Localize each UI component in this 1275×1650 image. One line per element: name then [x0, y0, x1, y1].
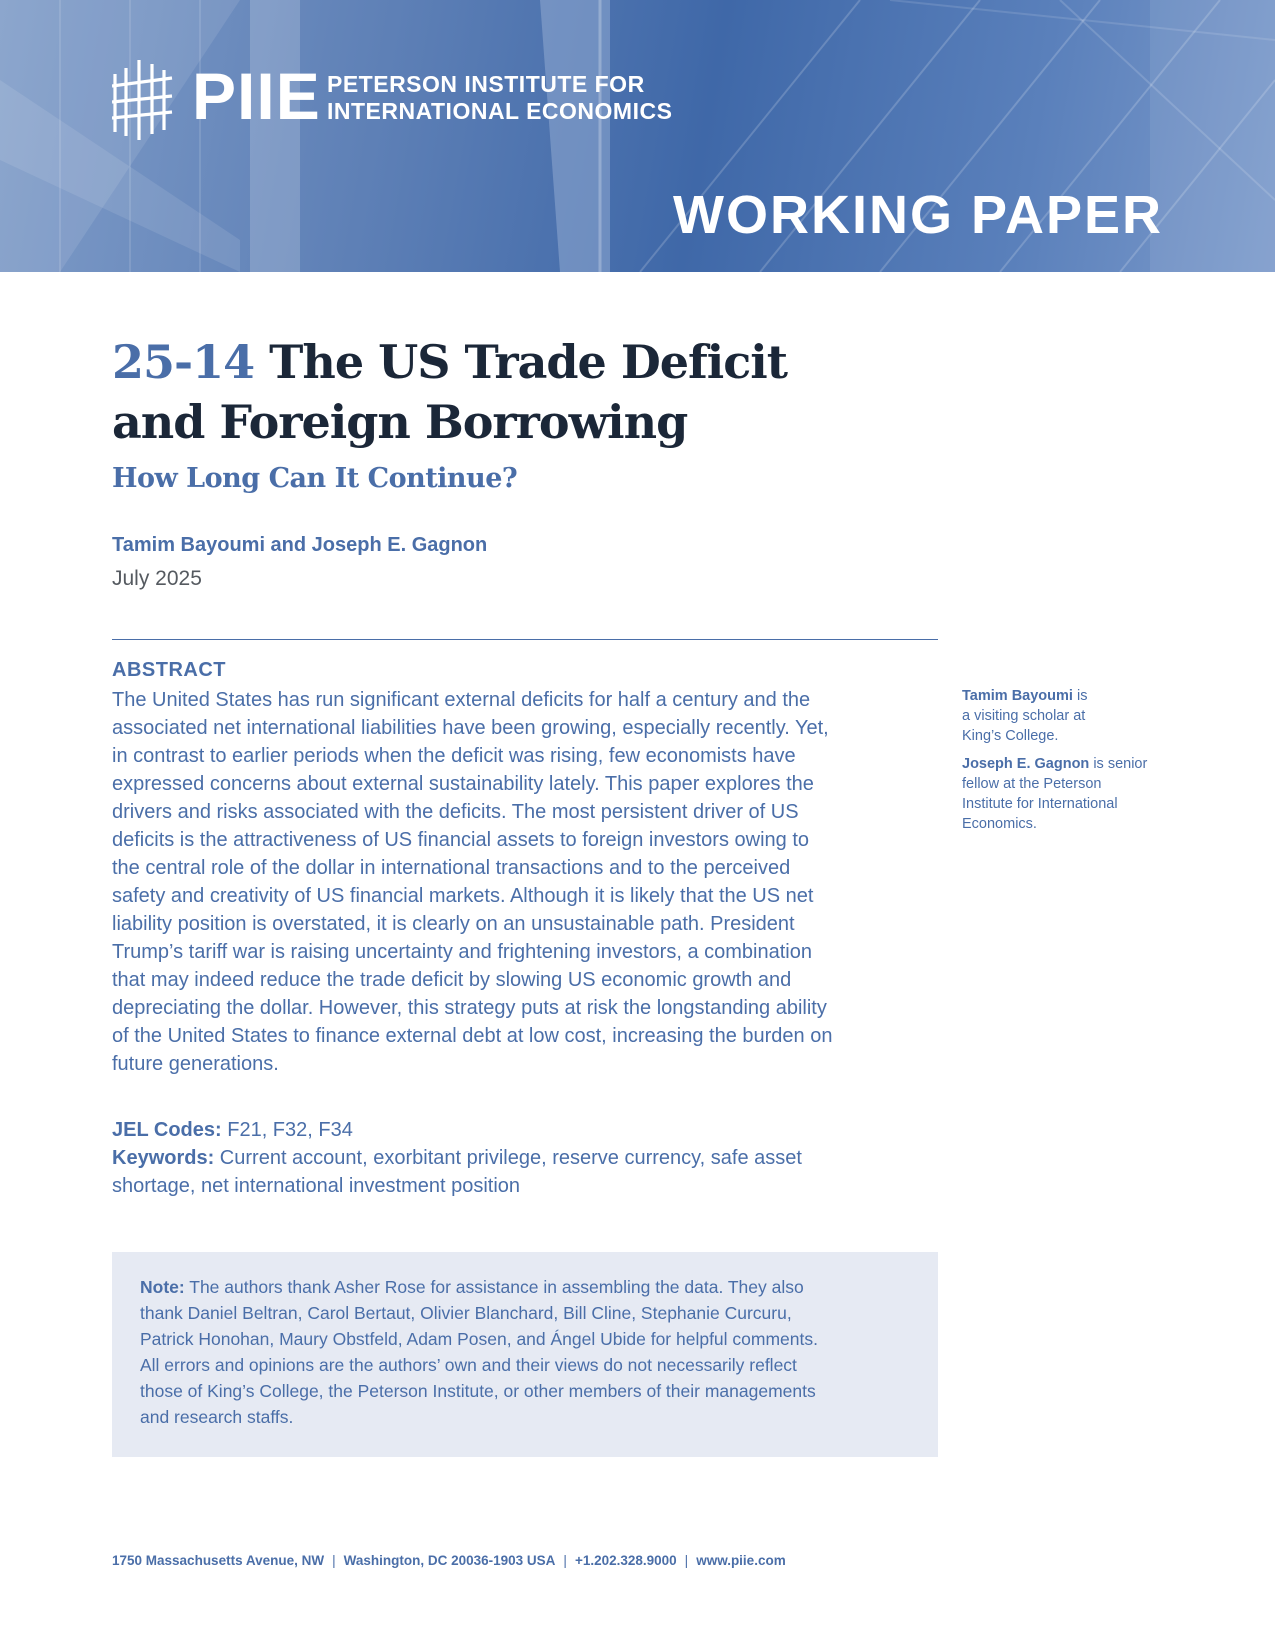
- abstract-line: safety and creativity of US financial markets. Although it is likely that the US net: [112, 885, 814, 907]
- abstract-body: [112, 686, 938, 1078]
- note-line: Patrick Honohan, Maury Obstfeld, Adam Posen, and Ángel Ubide for helpful comments.: [140, 1329, 818, 1349]
- abstract-line: Trump’s tariff war is raising uncertainty and frightening investors, a combination: [112, 941, 812, 963]
- paper-authors: Tamim Bayoumi and Joseph E. Gagnon: [112, 534, 488, 556]
- document-type-label: WORKING PAPER: [672, 185, 1163, 245]
- footer-separator: |: [684, 1553, 689, 1568]
- note-text: The authors thank Asher Rose for assistance in assembling the data. They also: [184, 1277, 804, 1297]
- abstract-line: deficits is the attractiveness of US financial assets to foreign investors owing to: [112, 829, 810, 851]
- paper-number: 25-14: [112, 335, 255, 389]
- footer-website-link[interactable]: www.piie.com: [696, 1553, 786, 1568]
- note-line: thank Daniel Beltran, Carol Bertaut, Olivier Blanchard, Bill Cline, Stephanie Curcuru,: [140, 1303, 792, 1323]
- keywords-line: [112, 1144, 938, 1172]
- paper-subtitle: How Long Can It Continue?: [112, 463, 518, 494]
- jel-codes-value: F21, F32, F34: [221, 1119, 353, 1141]
- author-bio-name: Tamim Bayoumi: [962, 688, 1073, 704]
- footer-separator: |: [563, 1553, 567, 1568]
- abstract-line: expressed concerns about external sustainability lately. This paper explores the: [112, 773, 814, 795]
- keywords-value: Current account, exorbitant privilege, reserve currency, safe asset: [214, 1147, 802, 1169]
- note-label: Note:: [140, 1277, 185, 1297]
- paper-date: July 2025: [112, 567, 202, 590]
- author-bio: Joseph E. Gagnon is senior fellow at the Peterson Institute for International Economics.: [962, 756, 1148, 832]
- header-banner: [0, 0, 1275, 272]
- logo-wordmark: PIIE: [192, 59, 321, 133]
- org-name-line2: INTERNATIONAL ECONOMICS: [327, 98, 673, 124]
- note-line: [140, 1274, 910, 1300]
- jel-keywords-block: [112, 1116, 938, 1200]
- keywords-line: shortage, net international investment position: [112, 1175, 521, 1197]
- footer-separator: |: [332, 1553, 336, 1568]
- abstract-line: drivers and risks associated with the deficits. The most persistent driver of US: [112, 801, 799, 823]
- author-bio-name: Joseph E. Gagnon: [962, 756, 1090, 772]
- abstract-line: of the United States to finance external debt at low cost, increasing the burden on: [112, 1025, 833, 1047]
- note-line: and research staffs.: [140, 1407, 294, 1427]
- paper-title-text: The US Trade Deficit and Foreign Borrowing: [112, 335, 787, 449]
- keywords-label: Keywords:: [112, 1147, 215, 1169]
- footer-phone: +1.202.328.9000: [574, 1553, 677, 1568]
- acknowledgment-note: [112, 1252, 938, 1457]
- jel-codes-label: JEL Codes:: [112, 1119, 222, 1141]
- abstract-heading: ABSTRACT: [112, 659, 226, 681]
- abstract-line: the central role of the dollar in international transactions and to the perceived: [112, 857, 791, 879]
- note-line: All errors and opinions are the authors’ own and their views do not necessarily reflect: [140, 1355, 797, 1375]
- abstract-line: that may indeed reduce the trade deficit by slowing US economic growth and: [112, 969, 792, 991]
- abstract-line: associated net international liabilities have been growing, especially recently. Yet,: [112, 717, 829, 739]
- abstract-line: depreciating the dollar. However, this strategy puts at risk the longstanding ability: [112, 997, 827, 1019]
- paper-title: [112, 332, 872, 452]
- note-line: those of King’s College, the Peterson Institute, or other members of their managements: [140, 1381, 816, 1401]
- footer-city: Washington, DC 20036-1903 USA: [343, 1553, 556, 1568]
- abstract-line: future generations.: [112, 1053, 279, 1075]
- building-grid-logo-icon: [112, 56, 174, 140]
- abstract-line: in contrast to earlier periods when the deficit was rising, few economists have: [112, 745, 796, 767]
- footer-address: 1750 Massachusetts Avenue, NW: [112, 1553, 325, 1568]
- abstract-line: The United States has run significant external deficits for half a century and the: [112, 689, 811, 711]
- section-divider: [112, 639, 938, 640]
- org-name-line1: PETERSON INSTITUTE FOR: [327, 71, 645, 97]
- org-name: [327, 71, 747, 125]
- jel-codes-line: [112, 1116, 938, 1144]
- author-bios-sidebar: [962, 686, 1172, 842]
- footer-contact: [112, 1551, 786, 1571]
- author-bio: Tamim Bayoumi is a visiting scholar at King’s College.: [962, 688, 1088, 744]
- abstract-line: liability position is overstated, it is clearly on an unsustainable path. President: [112, 913, 795, 935]
